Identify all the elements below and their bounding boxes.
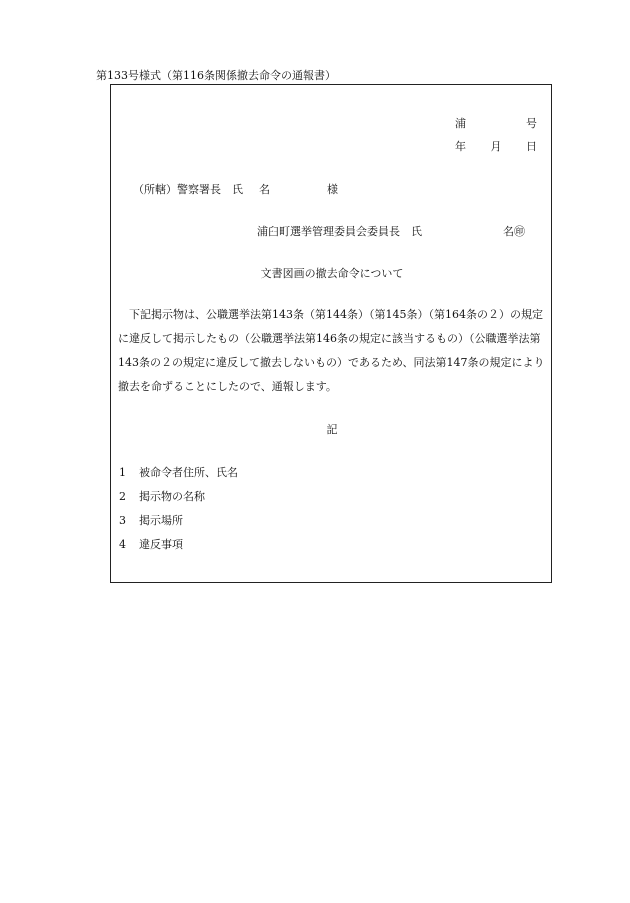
seal-mark: ㊞ [514,225,525,238]
document-number-prefix: 浦 [455,117,466,130]
document-title: 文書図画の撤去命令について [260,267,404,280]
date-day-label: 日 [526,140,537,153]
date-year-label: 年 [455,140,466,153]
document-frame [110,84,552,583]
item-label: 違反事項 [139,538,183,551]
form-label: 第133号様式（第116条関係撤去命令の通報書） [96,69,336,82]
document-number-suffix: 号 [526,117,537,130]
addressee-honorific: 様 [327,183,338,196]
list-item [119,513,238,537]
addressee-line [133,181,338,197]
item-number: 2 [119,490,126,503]
item-number: 1 [119,466,126,479]
item-number: 3 [119,514,126,527]
body-paragraph: 下記掲示物は、公職選挙法第143条（第144条）（第145条）（第164条の２）の規定に違反して掲示したもの（公職選挙法第146条の規定に該当するもの）（公職選挙法第143条の２の規定に違反して撤去しないもの）であるため、同法第147条の規定により撤去を命ずることにしたので、通報します。 [118,308,545,393]
ki-heading: 記 [326,423,338,436]
item-number: 4 [119,538,126,551]
list-item [119,489,238,513]
item-label: 被命令者住所、氏名 [139,466,238,479]
date-month-label: 月 [490,140,502,153]
item-label: 掲示場所 [139,514,183,527]
sender-given-name-label [421,223,537,239]
date-line [455,138,537,154]
list-item [119,537,238,561]
sender-line [257,223,537,239]
list-item [119,465,238,489]
sender-org: 浦臼町選挙管理委員会委員長 氏 [257,225,422,238]
addressee-given-name-label: 名 [259,183,270,196]
items-list [119,465,238,561]
document-number-line [455,115,537,131]
sender-name-char: 名 [503,225,514,238]
addressee-org: （所轄）警察署長 氏 [133,183,243,196]
item-label: 掲示物の名称 [139,490,205,503]
